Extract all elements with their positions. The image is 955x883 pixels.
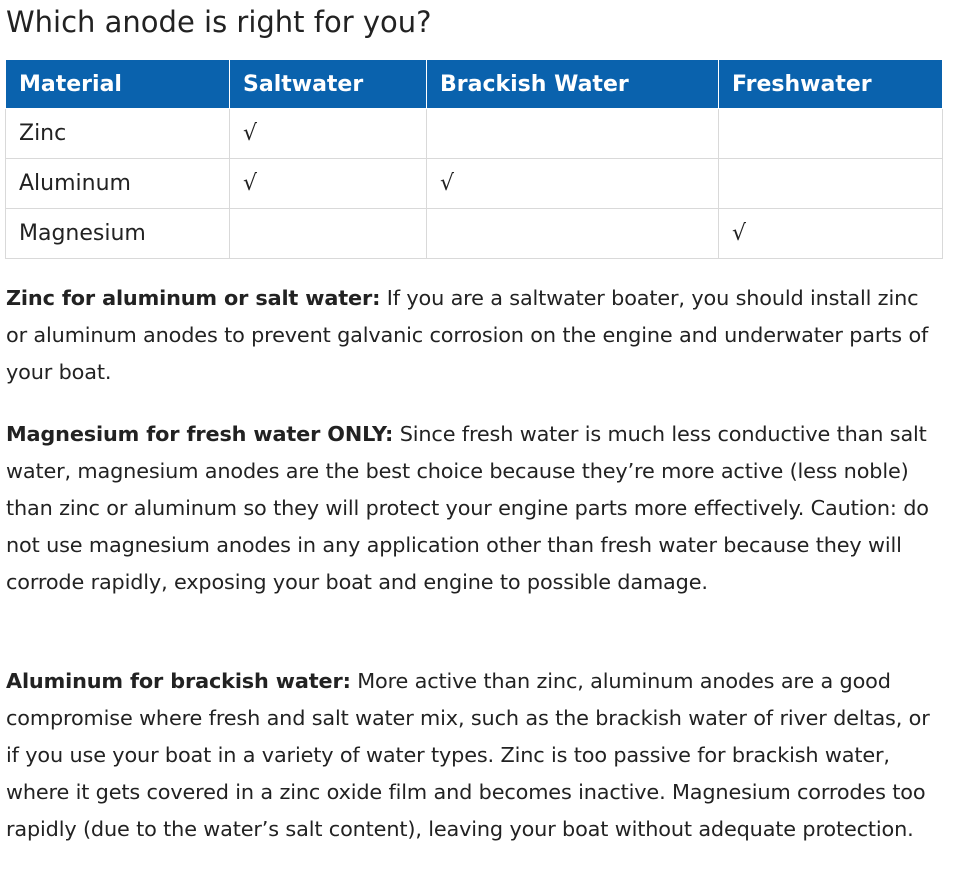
cell-magnesium-saltwater (230, 209, 427, 259)
zinc-paragraph-body: If you are a saltwater boater, you should install zinc or aluminum anodes to prevent galvanic corrosion on the engine and underwater parts of your boat. (6, 286, 929, 384)
magnesium-paragraph-body: Since fresh water is much less conductive than salt water, magnesium anodes are the best choice because they’re more active (less noble) than zinc or aluminum so they will protect your engine parts more effectively. Caution: do not use magnesium anodes in any application other than fresh water because they will corrode rapidly, exposing your boat and engine to possible damage. (6, 422, 929, 594)
table-header-row (6, 60, 943, 109)
header-saltwater: Saltwater (230, 60, 427, 109)
table-row (6, 209, 943, 259)
cell-material-zinc: Zinc (6, 109, 230, 159)
zinc-paragraph-lead: Zinc for aluminum or salt water: (6, 286, 381, 310)
page-heading: Which anode is right for you? (6, 5, 432, 39)
cell-magnesium-freshwater: √ (719, 209, 943, 259)
cell-material-aluminum: Aluminum (6, 159, 230, 209)
cell-aluminum-saltwater: √ (230, 159, 427, 209)
aluminum-paragraph (6, 663, 941, 848)
cell-magnesium-brackish (427, 209, 719, 259)
table-row (6, 109, 943, 159)
anode-comparison-table (5, 59, 943, 259)
aluminum-paragraph-lead: Aluminum for brackish water: (6, 669, 351, 693)
header-brackish-water: Brackish Water (427, 60, 719, 109)
cell-material-magnesium: Magnesium (6, 209, 230, 259)
table-row (6, 159, 943, 209)
header-freshwater: Freshwater (719, 60, 943, 109)
cell-zinc-brackish (427, 109, 719, 159)
cell-zinc-saltwater: √ (230, 109, 427, 159)
header-material: Material (6, 60, 230, 109)
zinc-paragraph (6, 280, 941, 391)
magnesium-paragraph-lead: Magnesium for fresh water ONLY: (6, 422, 394, 446)
cell-aluminum-freshwater (719, 159, 943, 209)
cell-zinc-freshwater (719, 109, 943, 159)
aluminum-paragraph-body: More active than zinc, aluminum anodes are a good compromise where fresh and salt water mix, such as the brackish water of river deltas, or if you use your boat in a variety of water types. Zinc is too passive for brackish water, where it gets covered in a zinc oxide film and becomes inactive. Magnesium corrodes too rapidly (due to the water’s salt content), leaving your boat without adequate protection. (6, 669, 930, 841)
magnesium-paragraph (6, 416, 941, 601)
cell-aluminum-brackish: √ (427, 159, 719, 209)
